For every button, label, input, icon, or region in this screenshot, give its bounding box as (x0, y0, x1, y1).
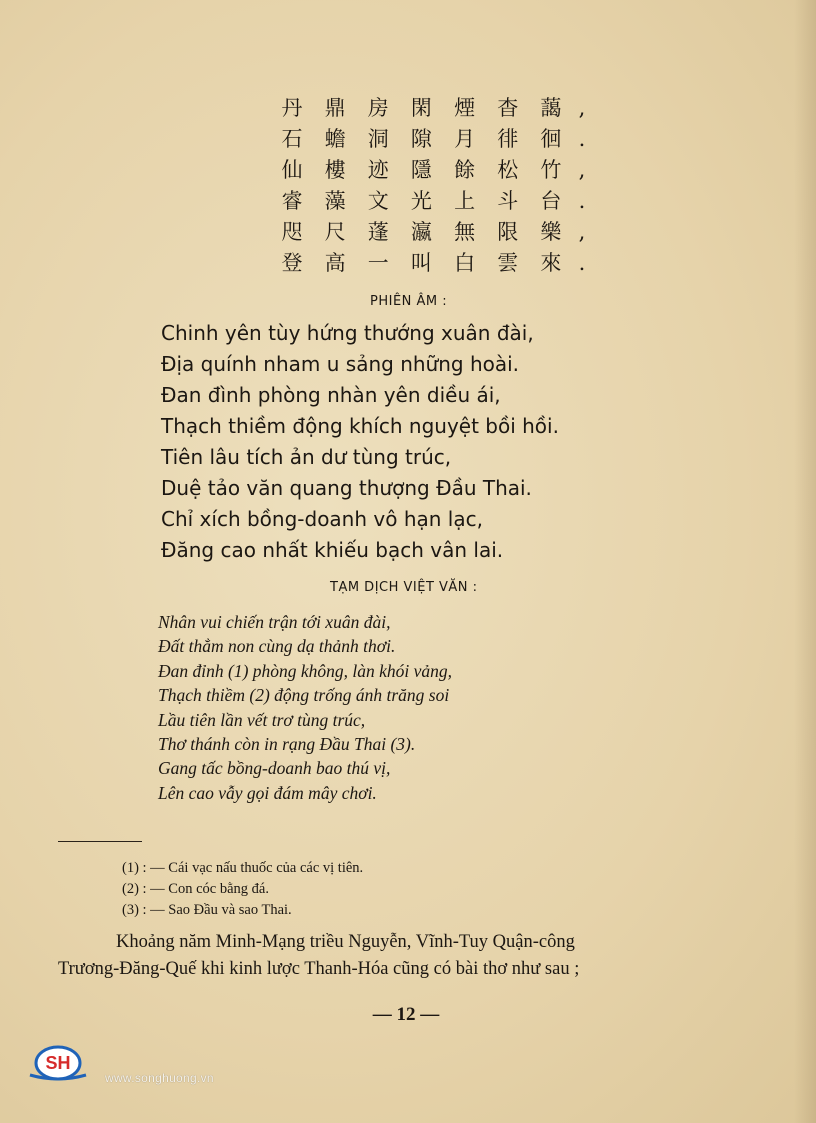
phien-am-line: Chinh yên tùy hứng thướng xuân đài, (161, 321, 534, 345)
page-edge-shadow (794, 0, 816, 1123)
body-paragraph (58, 929, 758, 983)
han-line (276, 124, 586, 155)
han-char: 登 (281, 251, 303, 275)
paragraph-line: Khoảng năm Minh-Mạng triều Nguyễn, Vĩnh-Tuy Quận-công (116, 932, 575, 952)
han-char: 斗 (497, 189, 519, 213)
phien-am-heading: PHIÊN ÂM : (370, 294, 448, 309)
han-char: 竹 (540, 158, 562, 182)
han-line (276, 248, 586, 279)
han-char: 咫 (281, 220, 303, 244)
phien-am-line: Địa quính nham u sảng những hoài. (161, 352, 520, 376)
han-punct: , (578, 158, 586, 182)
footnote-line: (3) : — Sao Đầu và sao Thai. (122, 902, 292, 918)
han-char: 文 (367, 189, 389, 213)
han-line (276, 186, 586, 217)
han-line (276, 217, 586, 248)
phien-am-lines (161, 318, 559, 566)
han-punct: , (578, 220, 586, 244)
han-punct: . (578, 189, 586, 213)
han-char: 石 (281, 127, 303, 151)
han-char: 無 (454, 220, 476, 244)
tam-dich-line: Lên cao vẫy gọi đám mây chơi. (158, 782, 377, 803)
footnote-line: (1) : — Cái vạc nấu thuốc của các vị tiên. (122, 860, 364, 876)
han-char: 閑 (410, 96, 432, 120)
phien-am-line: Đăng cao nhất khiếu bạch vân lai. (161, 538, 504, 562)
han-char: 房 (367, 96, 389, 120)
han-char: 藻 (324, 189, 346, 213)
han-poem (276, 93, 586, 279)
han-punct: . (578, 127, 586, 151)
phien-am-line: Tiên lâu tích ản dư tùng trúc, (161, 445, 452, 469)
phien-am-line: Duệ tảo văn quang thượng Đầu Thai. (161, 476, 532, 500)
phien-am-line: Đan đình phòng nhàn yên diều ái, (161, 383, 501, 407)
han-line (276, 93, 586, 124)
footnote-line: (2) : — Con cóc bằng đá. (122, 881, 269, 897)
tam-dich-line: Đất thẳm non cùng dạ thảnh thơi. (158, 636, 396, 657)
han-char: 蓬 (367, 220, 389, 244)
han-char: 仙 (281, 158, 303, 182)
han-char: 洞 (367, 127, 389, 151)
han-char: 樓 (324, 158, 346, 182)
han-char: 餘 (454, 158, 476, 182)
han-char: 白 (454, 251, 476, 275)
han-char: 叫 (410, 251, 432, 275)
han-punct: . (578, 251, 586, 275)
han-char: 丹 (281, 96, 303, 120)
han-char: 雲 (497, 251, 519, 275)
han-char: 松 (497, 158, 519, 182)
han-char: 瀛 (410, 220, 432, 244)
tam-dich-line: Nhân vui chiến trận tới xuân đài, (158, 612, 391, 632)
han-char: 來 (540, 251, 562, 275)
han-char: 煙 (454, 96, 476, 120)
han-char: 迹 (367, 158, 389, 182)
footnotes (122, 858, 363, 921)
han-char: 尺 (324, 220, 346, 244)
han-char: 蟾 (324, 127, 346, 151)
han-char: 光 (410, 189, 432, 213)
han-char: 上 (454, 189, 476, 213)
han-char: 杳 (497, 96, 519, 120)
tam-dich-line: Gang tấc bồng-doanh bao thú vị, (158, 758, 391, 779)
tam-dich-lines (158, 610, 452, 805)
han-char: 鼎 (324, 96, 346, 120)
han-char: 隱 (410, 158, 432, 182)
han-punct: , (578, 96, 586, 120)
han-char: 一 (367, 251, 389, 275)
phien-am-line: Thạch thiềm động khích nguyệt bồi hồi. (161, 414, 559, 438)
website-watermark: www.songhuong.vn (105, 1071, 214, 1085)
han-char: 藹 (540, 96, 562, 120)
han-line (276, 155, 586, 186)
han-char: 徘 (497, 127, 519, 151)
han-char: 睿 (281, 189, 303, 213)
han-char: 台 (540, 189, 562, 213)
tam-dich-line: Thơ thánh còn in rạng Đầu Thai (3). (158, 733, 416, 754)
tam-dich-heading: TẠM DỊCH VIỆT VĂN : (330, 580, 478, 595)
logo-text: SH (45, 1053, 71, 1073)
han-char: 高 (324, 251, 346, 275)
han-char: 徊 (540, 127, 562, 151)
footnote-rule (58, 841, 142, 842)
han-char: 限 (497, 220, 519, 244)
songhuong-logo-icon (26, 1041, 90, 1081)
paragraph-line: Trương-Đăng-Quế khi kinh lược Thanh-Hóa cũng có bài thơ như sau ; (58, 959, 580, 979)
phien-am-line: Chỉ xích bồng-doanh vô hạn lạc, (161, 507, 483, 531)
han-char: 月 (454, 127, 476, 151)
page-number: — 12 — (372, 1004, 440, 1025)
han-char: 隙 (410, 127, 432, 151)
tam-dich-line: Đan đỉnh (1) phòng không, làn khói vảng, (158, 660, 453, 681)
tam-dich-line: Thạch thiềm (2) động trống ánh trăng soi (158, 685, 450, 706)
han-char: 樂 (540, 220, 562, 244)
tam-dich-line: Lầu tiên lần vết trơ tùng trúc, (158, 709, 366, 730)
